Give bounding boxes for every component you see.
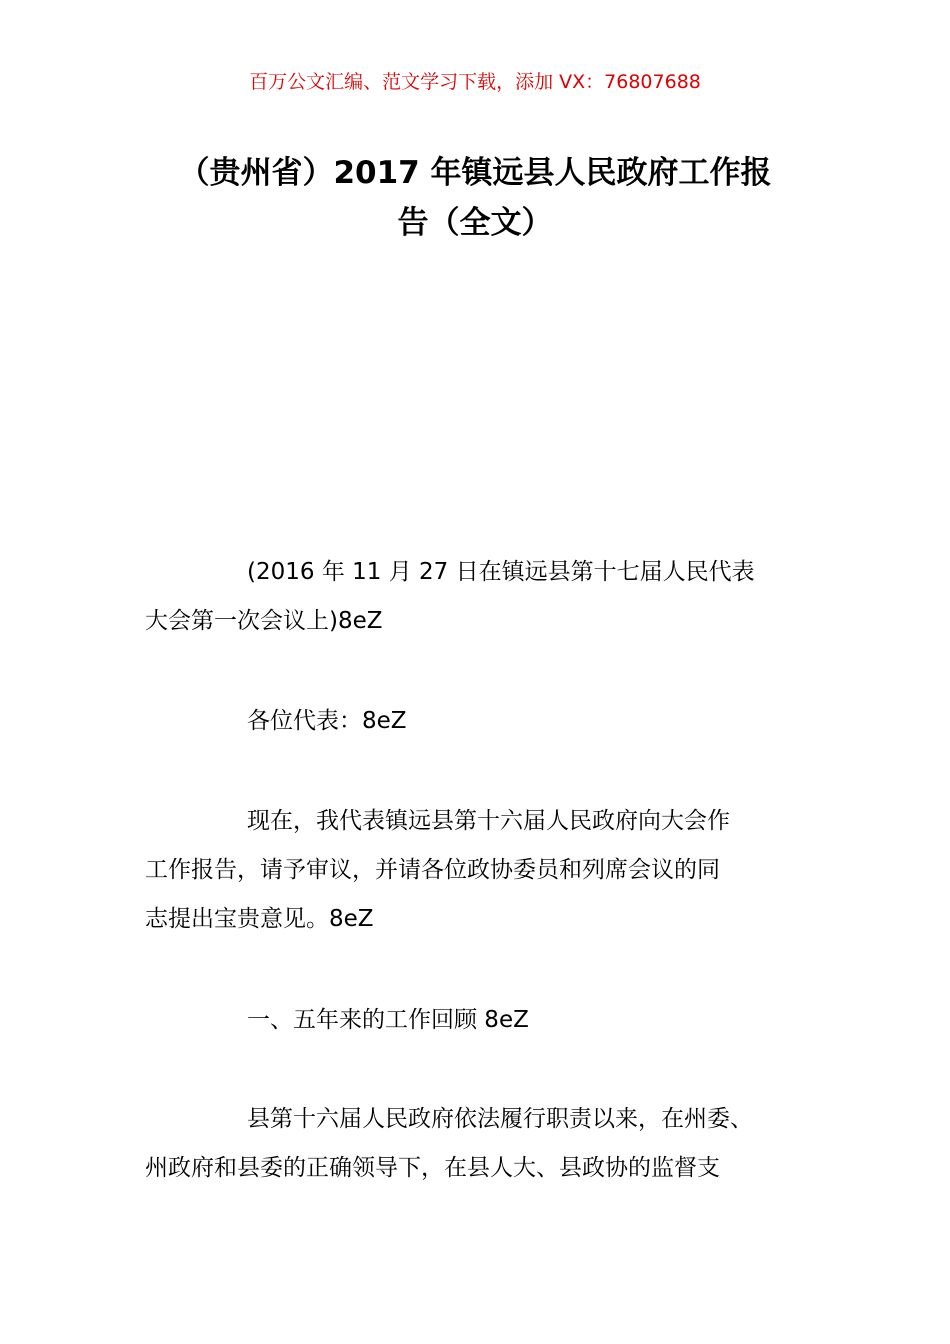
paragraph-line: 大会第一次会议上)8eZ — [145, 608, 383, 634]
paragraph-meeting-info — [145, 548, 810, 646]
paragraph-review-body — [145, 1095, 810, 1193]
section-heading-review — [145, 996, 810, 1045]
paragraph-line: 县第十六届人民政府依法履行职责以来，在州委、 — [247, 1106, 753, 1132]
paragraph-line: 志提出宝贵意见。8eZ — [145, 906, 374, 932]
paragraph-opening — [145, 797, 810, 944]
paragraph-line: 现在，我代表镇远县第十六届人民政府向大会作 — [247, 808, 730, 834]
paragraph-salutation — [145, 697, 810, 746]
paragraph-line: 一、五年来的工作回顾 8eZ — [247, 1007, 529, 1033]
document-title-line-2: 告（全文） — [397, 205, 553, 241]
paragraph-line: 州政府和县委的正确领导下，在县人大、县政协的监督支 — [145, 1155, 720, 1181]
document-title-line-1: （贵州省）2017 年镇远县人民政府工作报 — [178, 155, 772, 191]
paragraph-line: (2016 年 11 月 27 日在镇远县第十七届人民代表 — [247, 559, 755, 585]
paragraph-line: 工作报告，请予审议，并请各位政协委员和列席会议的同 — [145, 857, 720, 883]
header-watermark-note: 百万公文汇编、范文学习下载，添加 VX：76807688 — [249, 71, 701, 93]
paragraph-line: 各位代表：8eZ — [247, 708, 407, 734]
